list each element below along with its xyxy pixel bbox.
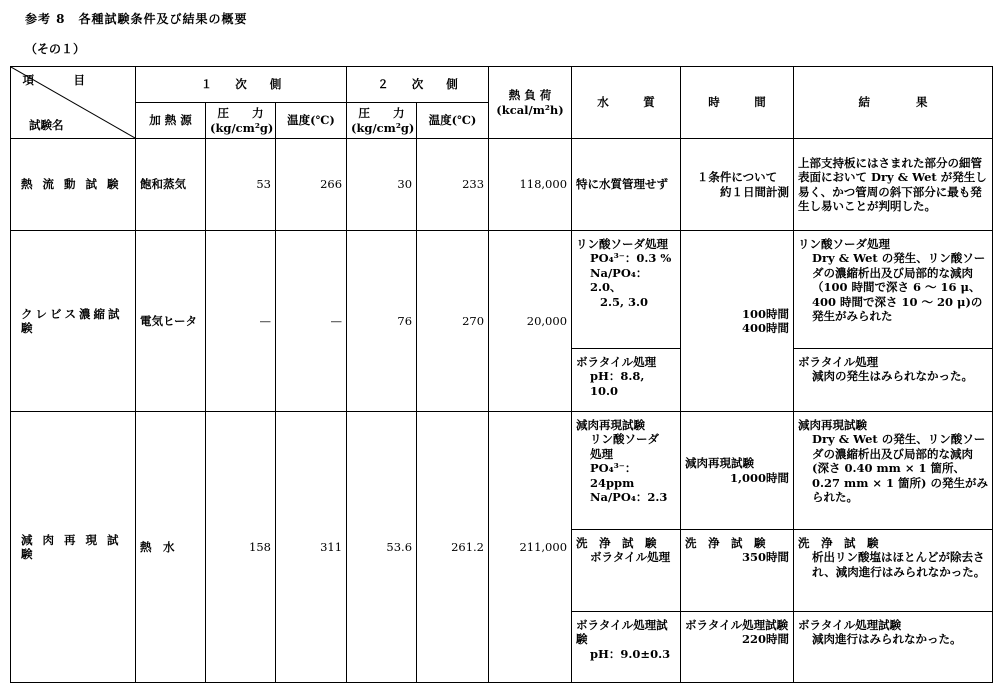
secondary-pressure-cell: 30 xyxy=(347,139,417,231)
water-treatment-sub: ボラタイル処理 xyxy=(590,550,671,565)
pressure-unit: (kg/cm²g) xyxy=(351,120,415,135)
secondary-temperature-cell: 233 xyxy=(417,139,489,231)
time-title: 減肉再現試験 xyxy=(685,456,755,471)
heat-load-header xyxy=(489,67,572,139)
time-cell xyxy=(681,139,794,231)
water-treatment-title: リン酸ソーダ処理 xyxy=(576,237,669,251)
result-cell xyxy=(794,231,993,349)
heat-load-cell: 211,000 xyxy=(489,412,572,683)
result-title: 減肉再現試験 xyxy=(798,418,868,432)
primary-pressure-cell: 158 xyxy=(206,412,276,683)
pressure-label: 圧 力 xyxy=(358,106,405,121)
secondary-temperature-header: 温度(℃) xyxy=(417,103,489,139)
water-treatment-title: ボラタイル処理試験 xyxy=(576,618,668,647)
water-quality-cell xyxy=(572,612,681,683)
water-quality-cell xyxy=(572,412,681,530)
time-line-1: １条件について xyxy=(696,170,778,185)
time-line-2: 約１日間計測 xyxy=(720,184,790,199)
water-param-po4: PO₄³⁻：0.3 % xyxy=(590,251,672,266)
test-name-cell: 熱 流 動 試 験 xyxy=(11,139,136,231)
diagonal-header-cell xyxy=(11,67,136,139)
time-cell xyxy=(681,231,794,412)
water-param-ph: pH：9.0±0.3 xyxy=(590,646,671,661)
primary-side-header: １ 次 側 xyxy=(136,67,347,103)
result-text: 析出リン酸塩はほとんどが除去され、減肉進行はみられなかった。 xyxy=(812,550,986,579)
time-cell xyxy=(681,530,794,612)
heat-source-cell: 熱 水 xyxy=(136,412,206,683)
primary-temperature-header: 温度(℃) xyxy=(276,103,347,139)
time-cell xyxy=(681,612,794,683)
heat-load-unit: (kcal/m²h) xyxy=(496,102,564,117)
water-treatment-sub: リン酸ソーダ xyxy=(590,432,660,447)
primary-pressure-cell: 53 xyxy=(206,139,276,231)
result-title: リン酸ソーダ処理 xyxy=(798,237,891,251)
water-quality-cell xyxy=(572,231,681,349)
result-cell xyxy=(794,349,993,412)
time-cell xyxy=(681,412,794,530)
water-treatment-title: 減肉再現試験 xyxy=(576,418,646,432)
result-cell: 上部支持板にはさまれた部分の細管表面において Dry & Wet が発生し易く、かつ管周の斜下部分に最も発生し易いことが判明した。 xyxy=(794,139,993,231)
primary-temperature-cell: 266 xyxy=(276,139,347,231)
primary-temperature-cell: — xyxy=(276,231,347,412)
table-row xyxy=(11,139,993,231)
test-name-cell: 減 肉 再 現 試 験 xyxy=(11,412,136,683)
result-header: 結 果 xyxy=(794,67,993,139)
secondary-temperature-cell: 261.2 xyxy=(417,412,489,683)
primary-pressure-header xyxy=(206,103,276,139)
result-text: 減肉進行はみられなかった。 xyxy=(812,632,962,647)
item-label: 項 目 xyxy=(22,73,99,87)
secondary-pressure-cell: 53.6 xyxy=(347,412,417,683)
result-title: 洗 浄 試 験 xyxy=(798,536,879,550)
water-param-ph: pH：8.8, 10.0 xyxy=(590,369,645,398)
time-value: 1,000時間 xyxy=(730,470,790,485)
test-conditions-table xyxy=(10,66,993,683)
water-param-na-po4: Na/PO₄：2.0、 xyxy=(590,265,648,295)
time-title: 洗 浄 試 験 xyxy=(685,536,766,550)
secondary-side-header: ２ 次 側 xyxy=(347,67,489,103)
time-title: ボラタイル処理試験 xyxy=(685,618,789,632)
result-title: ボラタイル処理試験 xyxy=(798,618,902,632)
result-text: Dry & Wet の発生、リン酸ソーダの濃縮析出及び局部的な減肉(深さ 0.40 mm × 1 箇所、0.27 mm × 1 箇所) の発生がみられた。 xyxy=(812,432,988,504)
table-row xyxy=(11,231,993,349)
water-quality-header: 水 質 xyxy=(572,67,681,139)
water-quality-cell xyxy=(572,349,681,412)
water-param-po4: PO₄³⁻：24ppm xyxy=(590,461,637,490)
time-line-1: 100時間 xyxy=(742,306,790,321)
result-cell xyxy=(794,412,993,530)
result-cell xyxy=(794,612,993,683)
water-treatment-sub-cont: 処理 xyxy=(590,446,614,461)
heat-load-label: 熱 負 荷 xyxy=(508,88,552,103)
result-text: Dry & Wet の発生、リン酸ソーダの濃縮析出及び局部的な減肉（100 時間で深さ 6 〜 16 μ、400 時間で深さ 10 〜 20 μ)の発生がみられた xyxy=(812,251,986,323)
table-row xyxy=(11,412,993,530)
document-subtitle: （その１） xyxy=(25,42,86,56)
secondary-pressure-cell: 76 xyxy=(347,231,417,412)
header-row-1 xyxy=(11,67,993,103)
result-title: ボラタイル処理 xyxy=(798,355,879,369)
result-cell xyxy=(794,530,993,612)
water-param-na-po4-cont: 2.5, 3.0 xyxy=(600,294,649,309)
water-quality-cell xyxy=(572,530,681,612)
pressure-unit: (kg/cm²g) xyxy=(210,120,274,135)
pressure-label: 圧 力 xyxy=(217,106,264,121)
heat-load-cell: 20,000 xyxy=(489,231,572,412)
heat-source-cell: 飽和蒸気 xyxy=(136,139,206,231)
secondary-pressure-header xyxy=(347,103,417,139)
water-treatment-title: 洗 浄 試 験 xyxy=(576,536,657,550)
test-name-label: 試験名 xyxy=(29,117,64,132)
time-line-2: 400時間 xyxy=(742,321,790,335)
document-title: 参考 8 各種試験条件及び結果の概要 xyxy=(25,12,248,26)
result-text: 減肉の発生はみられなかった。 xyxy=(812,369,974,384)
time-value: 220時間 xyxy=(742,632,790,647)
heat-load-cell: 118,000 xyxy=(489,139,572,231)
primary-temperature-cell: 311 xyxy=(276,412,347,683)
water-quality-cell: 特に水質管理せず xyxy=(572,139,681,231)
primary-pressure-cell: — xyxy=(206,231,276,412)
test-name-cell: クレビス濃縮試験 xyxy=(11,231,136,412)
secondary-temperature-cell: 270 xyxy=(417,231,489,412)
water-param-na-po4: Na/PO₄：2.3 xyxy=(590,489,668,504)
time-value: 350時間 xyxy=(742,550,790,565)
time-header: 時 間 xyxy=(681,67,794,139)
heat-source-cell: 電気ヒータ xyxy=(136,231,206,412)
water-treatment-title: ボラタイル処理 xyxy=(576,355,657,369)
heat-source-header: 加 熱 源 xyxy=(136,103,206,139)
